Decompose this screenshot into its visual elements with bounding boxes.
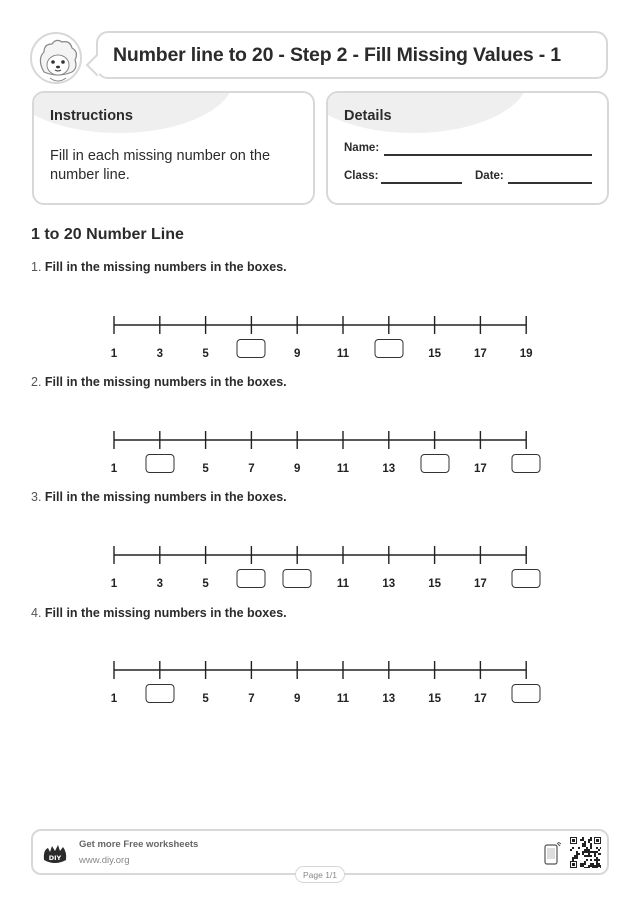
number-line-4: [0, 658, 640, 698]
details-heading: Details: [344, 108, 392, 124]
answer-box[interactable]: [420, 454, 449, 473]
number-label: 11: [336, 693, 350, 705]
question-number: 3.: [31, 490, 42, 504]
number-label: 3: [156, 348, 163, 360]
title-banner: [96, 31, 608, 79]
number-label: 1: [110, 578, 118, 590]
question-number: 4.: [31, 606, 42, 620]
name-label: Name:: [344, 142, 380, 154]
phone-icon: [543, 842, 561, 866]
answer-box[interactable]: [374, 339, 403, 358]
instructions-text: Fill in each missing number on the number line.: [50, 148, 271, 183]
question-text: Fill in the missing numbers in the boxes.: [44, 606, 287, 620]
instructions-heading: Instructions: [50, 108, 133, 124]
details-card: [326, 91, 609, 205]
page-title: Number line to 20 - Step 2 - Fill Missing Values - 1: [113, 43, 561, 66]
number-label: 5: [202, 578, 209, 590]
answer-box[interactable]: [283, 569, 312, 588]
section-title: 1 to 20 Number Line: [31, 226, 184, 243]
number-label: 3: [156, 578, 163, 590]
number-label: 17: [473, 578, 487, 590]
number-label: 17: [473, 348, 487, 360]
question-text: Fill in the missing numbers in the boxes.: [44, 260, 287, 274]
number-label: 5: [202, 463, 209, 475]
page-indicator: Page 1/1: [295, 866, 345, 883]
hedgehog-icon: [32, 34, 82, 84]
answer-box[interactable]: [145, 454, 174, 473]
number-label: 1: [110, 463, 118, 475]
name-field[interactable]: [384, 154, 592, 156]
question-2: [31, 375, 287, 389]
date-label: Date:: [475, 170, 504, 182]
number-line-1: [0, 313, 640, 353]
number-label: 13: [382, 463, 396, 475]
number-line-2: [0, 428, 640, 468]
instructions-card: [32, 91, 315, 205]
number-label: 7: [248, 693, 255, 705]
number-label: 1: [110, 348, 118, 360]
qr-code-icon: [570, 837, 601, 868]
diy-logo-icon: [42, 842, 68, 868]
mascot-avatar: [30, 32, 82, 84]
number-label: 7: [248, 463, 255, 475]
question-3: [31, 490, 287, 504]
number-label: 5: [202, 348, 209, 360]
date-field[interactable]: [508, 182, 592, 184]
question-text: Fill in the missing numbers in the boxes.: [44, 375, 287, 389]
number-label: 15: [428, 693, 441, 705]
number-label: 9: [293, 693, 301, 705]
question-1: [31, 260, 287, 274]
number-label: 11: [336, 578, 350, 590]
number-label: 9: [293, 348, 301, 360]
footer-promo: Get more Free worksheets: [79, 839, 199, 850]
class-label: Class:: [344, 170, 379, 182]
number-label: 15: [428, 348, 441, 360]
question-text: Fill in the missing numbers in the boxes.: [44, 490, 287, 504]
answer-box[interactable]: [512, 569, 541, 588]
question-number: 2.: [31, 375, 42, 389]
number-line-3: [0, 543, 640, 583]
number-label: 17: [473, 463, 487, 475]
question-4: [31, 606, 287, 620]
number-label: 11: [336, 348, 350, 360]
number-label: 17: [473, 693, 487, 705]
answer-box[interactable]: [512, 454, 541, 473]
answer-box[interactable]: [145, 684, 174, 703]
answer-box[interactable]: [512, 684, 541, 703]
logo-text: DIY: [48, 854, 62, 862]
number-label: 13: [382, 693, 396, 705]
number-label: 9: [293, 463, 301, 475]
number-label: 19: [519, 348, 533, 360]
number-label: 13: [382, 578, 396, 590]
number-label: 1: [110, 693, 118, 705]
class-field[interactable]: [381, 182, 462, 184]
answer-box[interactable]: [237, 339, 266, 358]
number-label: 5: [202, 693, 209, 705]
question-number: 1.: [31, 260, 42, 274]
answer-box[interactable]: [237, 569, 266, 588]
number-label: 15: [428, 578, 441, 590]
number-label: 11: [336, 463, 350, 475]
footer-url[interactable]: www.diy.org: [79, 855, 130, 866]
